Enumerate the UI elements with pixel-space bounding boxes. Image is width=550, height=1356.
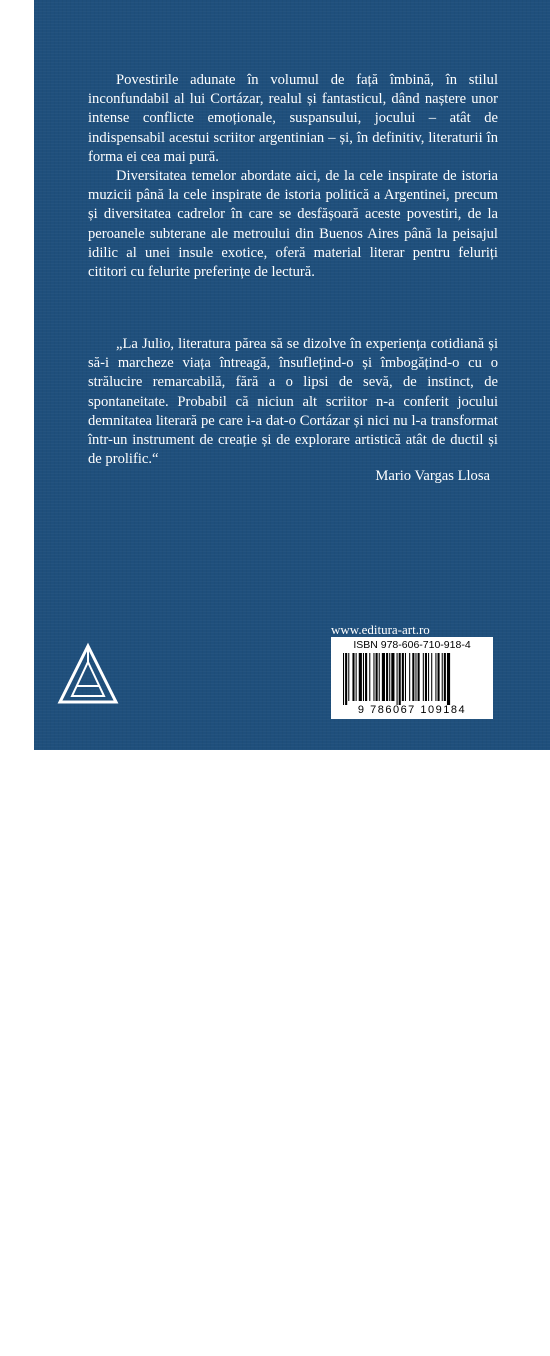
quote-author: Mario Vargas Llosa [375,468,490,484]
barcode-bar [418,653,420,701]
barcode-bar [415,653,416,701]
book-blurb [88,71,498,282]
barcode-bar [442,653,443,701]
barcode-bar [359,653,362,701]
barcode-bar [431,653,432,701]
barcode-bar [365,653,367,701]
barcode-bar [386,653,388,701]
barcode-bar [373,653,374,701]
barcode-bar [444,653,446,701]
quote-text: „La Julio, literatura părea să se dizolve în experiența cotidiană și să-i marcheze viața întreagă, însuflețind-o și îmbogățind-o cu o strălucire remarcabilă, fără a o lipsi de sevă, de instinct, de spontaneitate. Probabil că niciun alt scriitor n-a conferit jocului demnitatea literară pe care i-a dat-o Cortázar și nici nu l-a transformat într-un instrument de creație și de explorare artistică atât de ductil și de prolific.“ [88,336,498,468]
publisher-website: www.editura-art.ro [331,622,430,637]
barcode-bar [345,653,347,705]
publisher-name: ART [72,1340,104,1355]
barcode-bar [412,653,414,701]
publisher-logo [52,640,124,1355]
barcode-bar [363,653,364,701]
barcode-panel [331,637,493,719]
isbn-text: ISBN 978-606-710-918-4 [353,639,471,651]
barcode-bars [343,653,481,705]
barcode-bar [382,653,385,701]
barcode-bar [438,653,440,701]
barcode-bar [348,653,349,701]
barcode-bar [402,653,404,701]
barcode-bar [352,653,354,701]
publisher-label: EDITURA [67,1332,109,1340]
author-quote [88,335,498,469]
barcode-bar [399,653,401,705]
barcode-bar [391,653,394,701]
blurb-paragraph-1: Povestirile adunate în volumul de față îmbină, în stilul inconfundabil al lui Cortázar, realul și fantasticul, dând naștere unor intense conflicte emoționale, suspansului, jocului – atât de indispensabil acestui scriitor argentinian – și, în definitiv, literaturii în forma ei cea mai pură. [88,72,498,165]
barcode-bar [423,653,424,701]
barcode-bar [428,653,429,701]
barcode-bar [379,653,380,701]
barcode-bar [425,653,427,701]
barcode-bar [376,653,378,701]
barcode-digits: 9 786067 109184 [357,704,467,716]
barcode-bar [356,653,357,701]
barcode-bar [405,653,406,701]
barcode-bar [389,653,390,701]
blurb-paragraph-2: Diversitatea temelor abordate aici, de la cele inspirate de istoria muzicii până la cele inspirate de istoria politică a Argentinei, precum și diversitatea cadrelor în care se desfășoară aceste povestiri, de la peroanele subterane ale metroului din Buenos Aires până la peisajul idilic al unei insule exotice, oferă material literar pentru feluriți cititori cu felurite preferințe de lectură. [88,168,498,281]
triangle-a-logo-icon [52,640,124,710]
barcode-bar [343,653,344,705]
back-cover [34,0,550,1355]
barcode-bar [447,653,450,705]
barcode-bar [397,653,398,705]
barcode-bar [435,653,436,701]
barcode-bar [369,653,370,701]
barcode-bar [409,653,410,701]
